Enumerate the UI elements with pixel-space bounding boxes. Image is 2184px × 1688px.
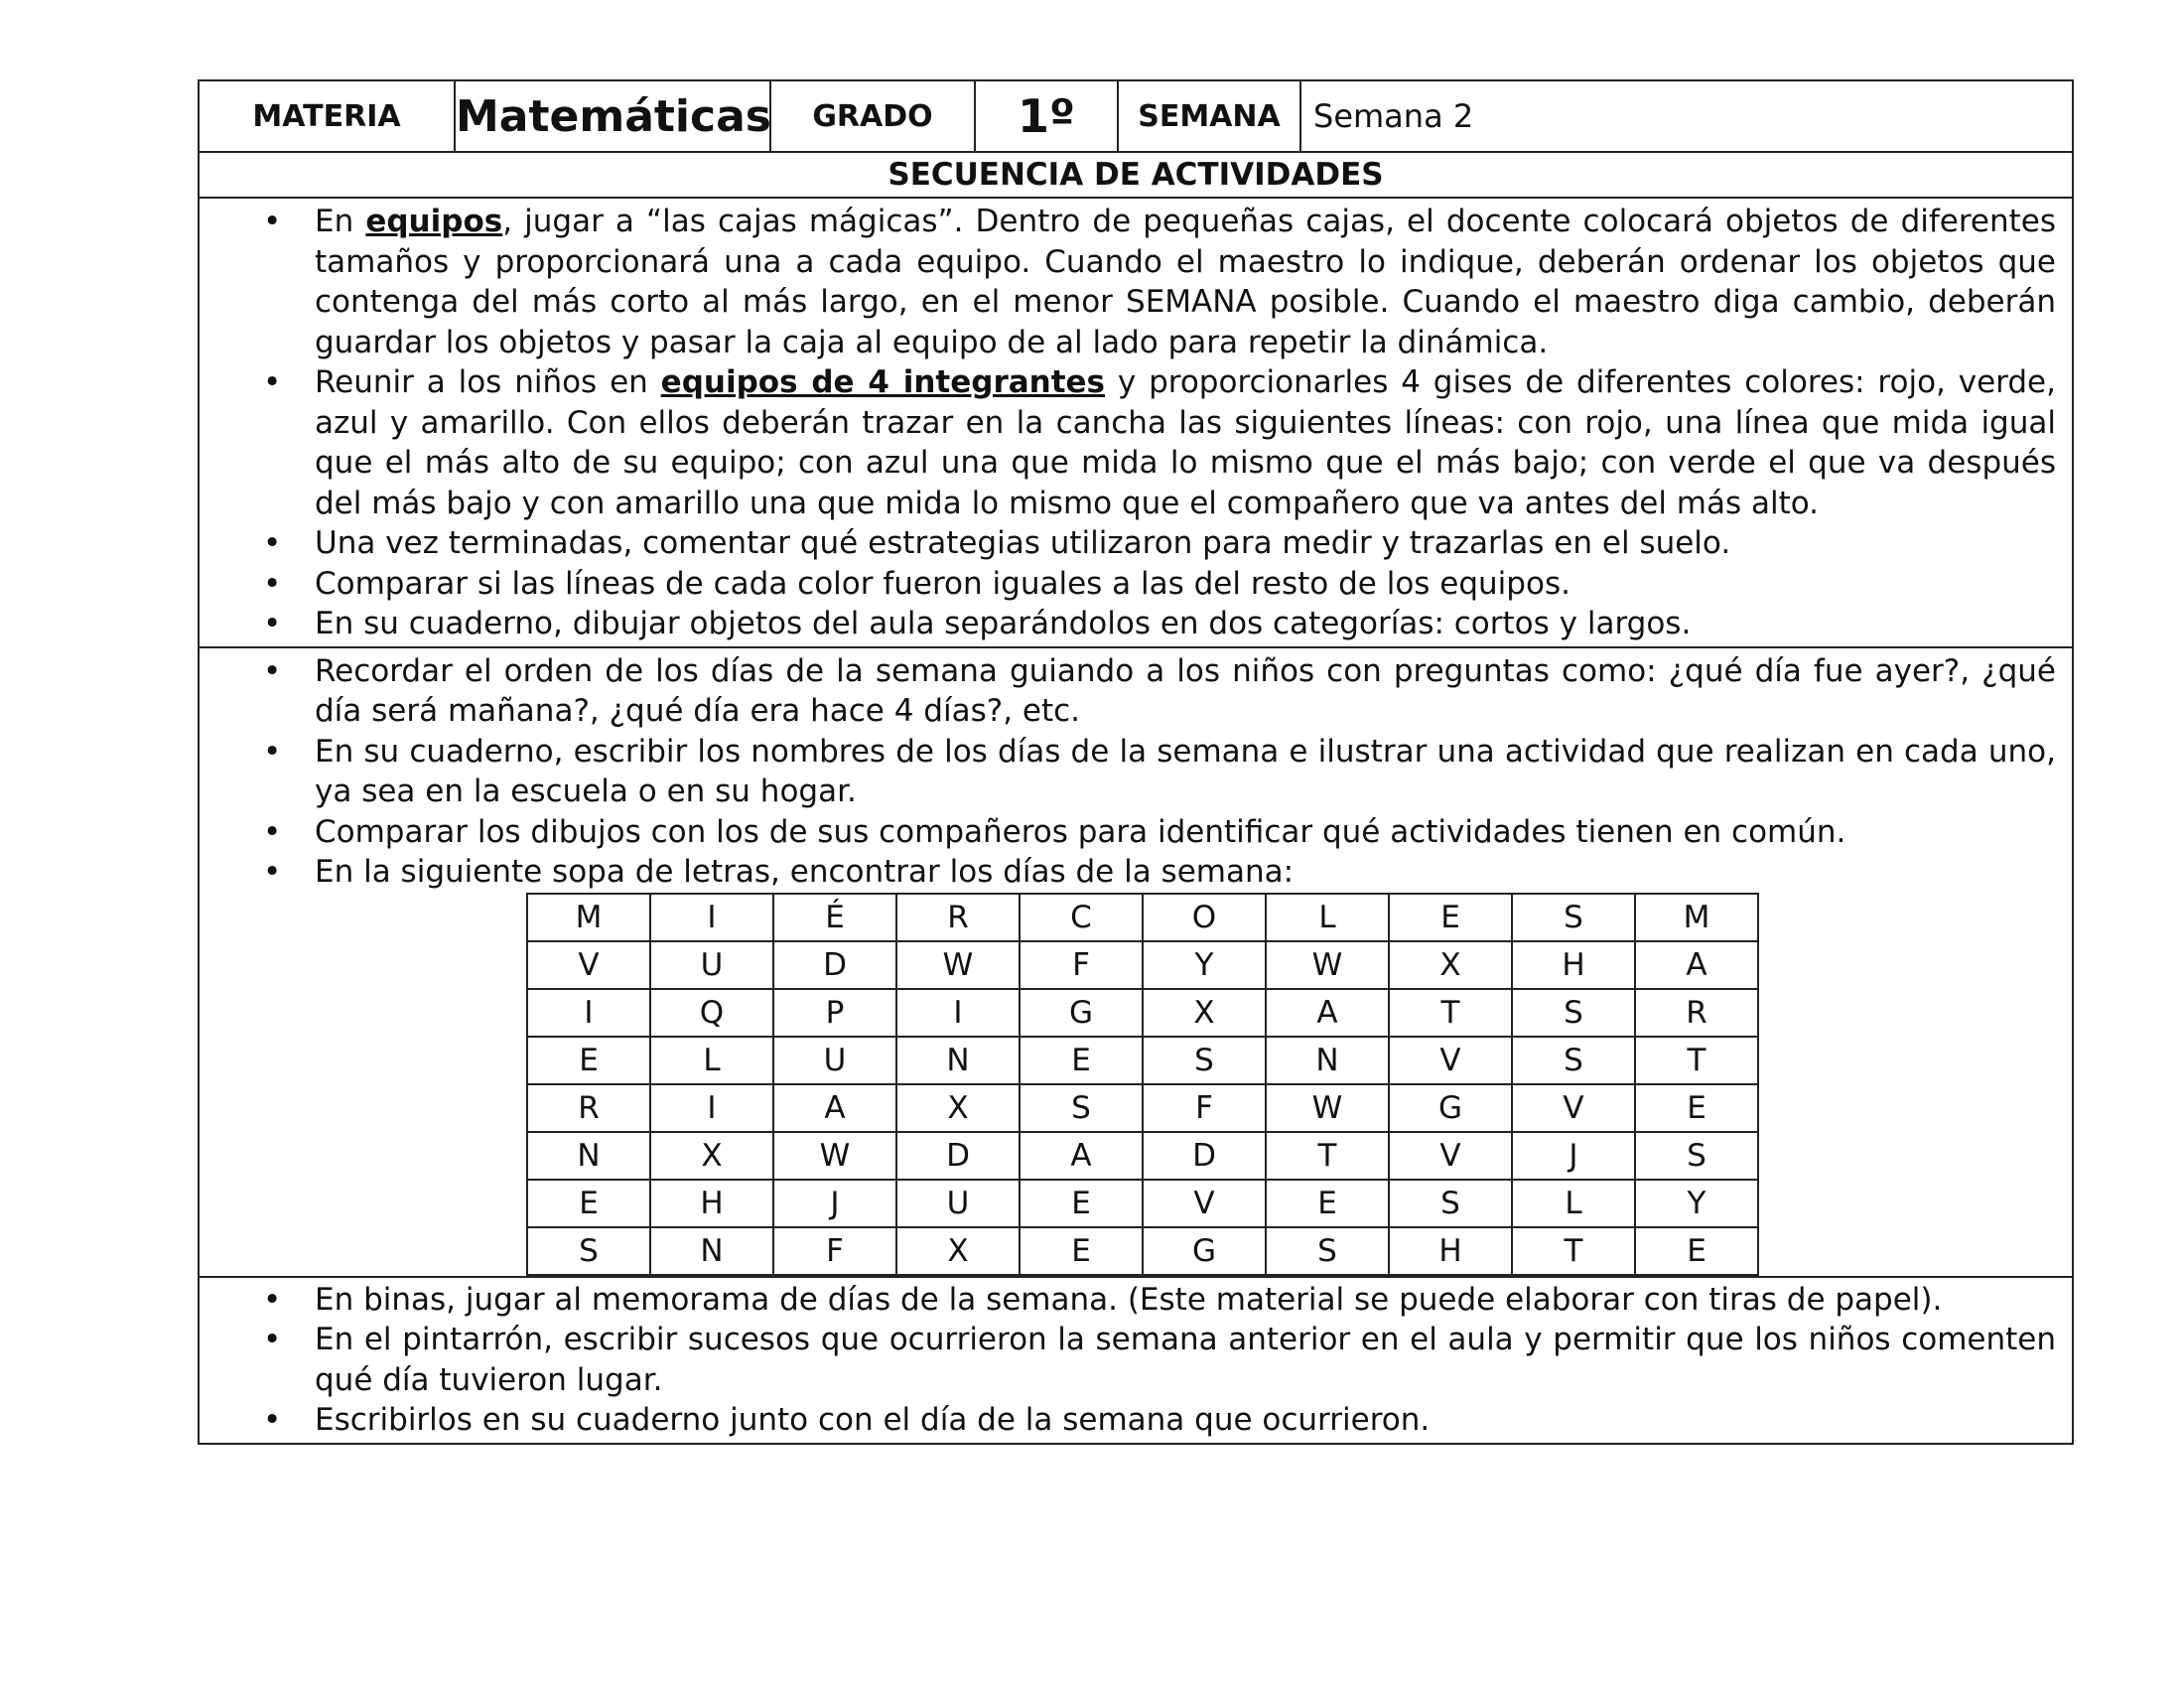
word-search-cell: S: [527, 1227, 650, 1275]
word-search-cell: X: [896, 1084, 1020, 1132]
word-search-cell: X: [896, 1227, 1020, 1275]
item-text: , jugar a “las cajas mágicas”. Dentro de pequeñas cajas, el docente colocará objetos de diferentes tamaños y proporcionará una a cada equipo. Cuando el maestro lo indique, deberán ordenar los objetos que contenga del más corto al más largo, en el menor SEMANA posible. Cuando el maestro diga cambio, deberán guardar los objetos y pasar la caja al equipo de al lado para repetir la dinámica.: [315, 204, 2057, 360]
word-search-cell: E: [1020, 1180, 1143, 1227]
word-search-cell: E: [1635, 1084, 1758, 1132]
semana-label: SEMANA: [1118, 80, 1300, 152]
word-search-cell: V: [1389, 1132, 1512, 1180]
word-search-cell: P: [773, 989, 896, 1037]
list-item: • Comparar si las líneas de cada color fueron iguales a las del resto de los equipos.: [315, 564, 2056, 605]
word-search-cell: T: [1389, 989, 1512, 1037]
list-item: [315, 362, 2056, 523]
word-search-cell: E: [527, 1037, 650, 1084]
grado-value: 1º: [975, 80, 1118, 152]
word-search-cell: R: [527, 1084, 650, 1132]
word-search-cell: W: [773, 1132, 896, 1180]
word-search-cell: L: [1266, 894, 1389, 941]
word-search-cell: U: [896, 1180, 1020, 1227]
list-item: • En la siguiente sopa de letras, encontrar los días de la semana:: [315, 852, 2056, 893]
word-search-cell: F: [1143, 1084, 1266, 1132]
word-search-cell: E: [1635, 1227, 1758, 1275]
word-search-cell: W: [1266, 1084, 1389, 1132]
word-search-cell: H: [1512, 941, 1635, 989]
list-item: • Una vez terminadas, comentar qué estrategias utilizaron para medir y trazarlas en el suelo.: [315, 523, 2056, 564]
word-search-cell: O: [1143, 894, 1266, 941]
word-search-row: [527, 1180, 1758, 1227]
word-search-cell: A: [773, 1084, 896, 1132]
word-search-cell: E: [1020, 1227, 1143, 1275]
word-search-cell: A: [1020, 1132, 1143, 1180]
word-search-row: [527, 1227, 1758, 1275]
word-search-cell: Y: [1635, 1180, 1758, 1227]
word-search-cell: S: [1020, 1084, 1143, 1132]
list-item: • En binas, jugar al memorama de días de la semana. (Este material se puede elaborar con tiras de papel).: [315, 1280, 2056, 1321]
word-search-cell: S: [1635, 1132, 1758, 1180]
activity-list-3: [200, 1280, 2072, 1441]
word-search-cell: V: [1143, 1180, 1266, 1227]
word-search-cell: S: [1266, 1227, 1389, 1275]
word-search-cell: I: [650, 894, 773, 941]
word-search-row: [527, 941, 1758, 989]
word-search-cell: U: [773, 1037, 896, 1084]
list-item: • En su cuaderno, escribir los nombres de los días de la semana e ilustrar una actividad que realizan en cada uno, ya sea en la escuela o en su hogar.: [315, 732, 2056, 812]
list-item: • Comparar los dibujos con los de sus compañeros para identificar qué actividades tienen en común.: [315, 812, 2056, 853]
semana-value: Semana 2: [1300, 80, 2073, 152]
word-search-cell: D: [896, 1132, 1020, 1180]
word-search-cell: A: [1266, 989, 1389, 1037]
word-search-cell: D: [773, 941, 896, 989]
word-search-cell: R: [1635, 989, 1758, 1037]
word-search-cell: V: [1512, 1084, 1635, 1132]
word-search-cell: H: [1389, 1227, 1512, 1275]
word-search-cell: T: [1266, 1132, 1389, 1180]
word-search-cell: E: [1266, 1180, 1389, 1227]
word-search-cell: N: [896, 1037, 1020, 1084]
word-search-cell: X: [650, 1132, 773, 1180]
materia-value: Matemáticas: [455, 80, 770, 152]
lesson-plan-table: [198, 79, 2074, 1445]
lesson-plan-document: [198, 79, 2072, 1445]
word-search-cell: A: [1635, 941, 1758, 989]
word-search-cell: E: [1020, 1037, 1143, 1084]
materia-label: MATERIA: [199, 80, 455, 152]
list-item: [315, 202, 2056, 362]
word-search-cell: S: [1143, 1037, 1266, 1084]
word-search-cell: L: [1512, 1180, 1635, 1227]
word-search-cell: S: [1512, 989, 1635, 1037]
word-search-row: [527, 894, 1758, 941]
header-row: [199, 80, 2073, 152]
item-text: En: [315, 204, 366, 239]
word-search-cell: V: [1389, 1037, 1512, 1084]
word-search-cell: H: [650, 1180, 773, 1227]
word-search-cell: N: [650, 1227, 773, 1275]
word-search-cell: I: [527, 989, 650, 1037]
word-search-cell: X: [1389, 941, 1512, 989]
word-search-grid: [526, 893, 1759, 1276]
word-search-row: [527, 1037, 1758, 1084]
item-text: Reunir a los niños en: [315, 364, 661, 400]
word-search-cell: W: [1266, 941, 1389, 989]
word-search-cell: E: [527, 1180, 650, 1227]
word-search-cell: S: [1512, 1037, 1635, 1084]
word-search-cell: V: [527, 941, 650, 989]
item-text: y proporcionarles 4 gises de diferentes colores: rojo, verde, azul y amarillo. Con ellos deberán trazar en la cancha las siguientes líneas: con rojo, una línea que mida igual que el más alto de su equipo; con azul una que mida lo mismo que el más bajo; con verde el que va después del más bajo y con amarillo una que mida lo mismo que el compañero que va antes del más alto.: [315, 364, 2056, 521]
word-search-cell: F: [773, 1227, 896, 1275]
word-search-cell: Q: [650, 989, 773, 1037]
activity-block-1: [199, 198, 2073, 647]
activity-list-2: [200, 651, 2072, 893]
word-search-cell: J: [1512, 1132, 1635, 1180]
activity-block-3: [199, 1277, 2073, 1444]
word-search-cell: S: [1512, 894, 1635, 941]
word-search-cell: U: [650, 941, 773, 989]
word-search-cell: I: [896, 989, 1020, 1037]
list-item: • Recordar el orden de los días de la semana guiando a los niños con preguntas como: ¿qué día fue ayer?, ¿qué día será mañana?, ¿qué día era hace 4 días?, etc.: [315, 651, 2056, 732]
word-search-cell: Y: [1143, 941, 1266, 989]
word-search-cell: W: [896, 941, 1020, 989]
word-search-cell: J: [773, 1180, 896, 1227]
grado-label: GRADO: [770, 80, 975, 152]
word-search-cell: X: [1143, 989, 1266, 1037]
word-search-cell: G: [1020, 989, 1143, 1037]
word-search-cell: I: [650, 1084, 773, 1132]
word-search-cell: N: [1266, 1037, 1389, 1084]
word-search-cell: L: [650, 1037, 773, 1084]
word-search-cell: T: [1512, 1227, 1635, 1275]
word-search-cell: C: [1020, 894, 1143, 941]
word-search-cell: É: [773, 894, 896, 941]
emphasis-equipos: equipos: [365, 204, 503, 239]
word-search-cell: D: [1143, 1132, 1266, 1180]
word-search-cell: F: [1020, 941, 1143, 989]
word-search-cell: M: [1635, 894, 1758, 941]
list-item: • En el pintarrón, escribir sucesos que ocurrieron la semana anterior en el aula y permitir que los niños comenten qué día tuvieron lugar.: [315, 1320, 2056, 1400]
word-search-cell: N: [527, 1132, 650, 1180]
word-search-cell: R: [896, 894, 1020, 941]
word-search-row: [527, 989, 1758, 1037]
word-search-cell: S: [1389, 1180, 1512, 1227]
word-search-cell: E: [1389, 894, 1512, 941]
list-item: • Escribirlos en su cuaderno junto con el día de la semana que ocurrieron.: [315, 1400, 2056, 1441]
word-search-wrapper: [200, 893, 2072, 1276]
word-search-cell: G: [1389, 1084, 1512, 1132]
activity-list-1: [200, 202, 2072, 644]
word-search-row: [527, 1084, 1758, 1132]
activity-block-2: [199, 647, 2073, 1277]
word-search-row: [527, 1132, 1758, 1180]
list-item: • En su cuaderno, dibujar objetos del aula separándolos en dos categorías: cortos y largos.: [315, 604, 2056, 644]
sequence-title: SECUENCIA DE ACTIVIDADES: [199, 152, 2073, 198]
word-search-cell: M: [527, 894, 650, 941]
emphasis-equipos-4: equipos de 4 integrantes: [660, 364, 1106, 400]
word-search-cell: T: [1635, 1037, 1758, 1084]
word-search-cell: G: [1143, 1227, 1266, 1275]
